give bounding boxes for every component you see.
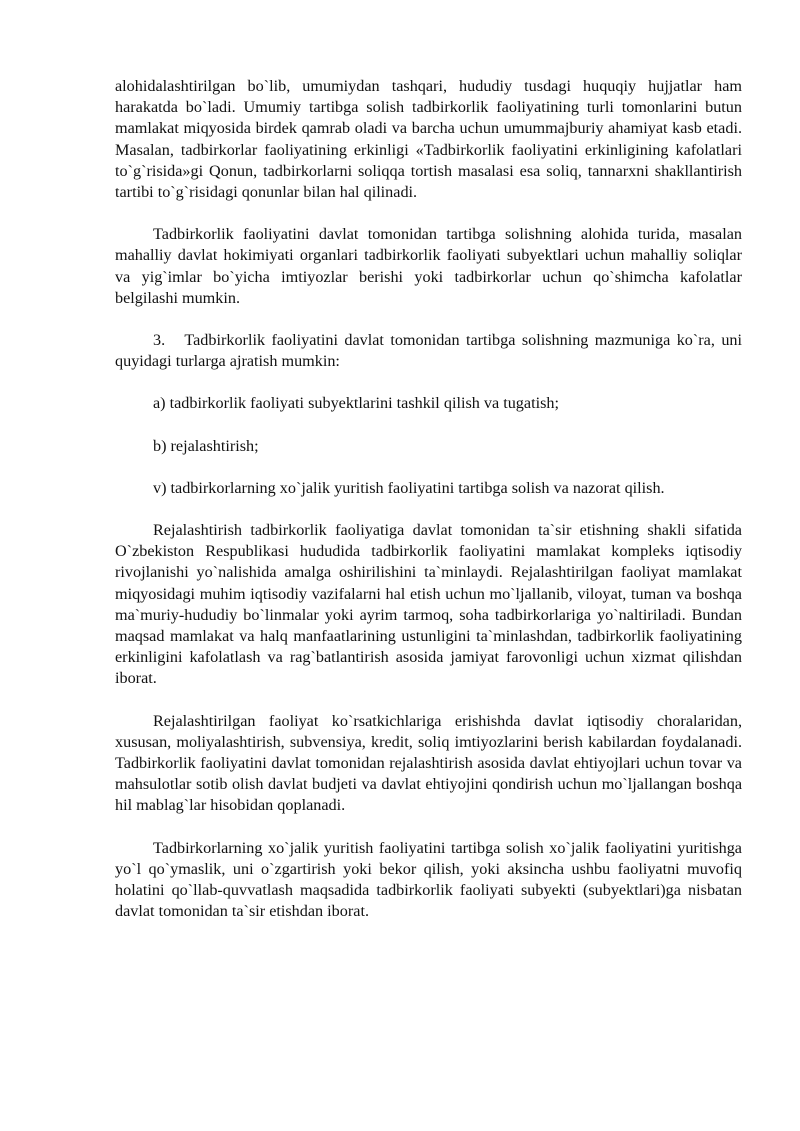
paragraph-local-regulation: Tadbirkorlik faoliyatini davlat tomonidan tartibga solishning alohida turida, masalan mahalliy davlat hokimiyati organlari tadbirkorlik faoliyati subyektlari uchun mahalliy soliqlar va yig`imlar bo`yicha imtiyozlar berishi yoki tadbirkorlar uchun qo`shimcha kafolatlar belgilashi mumkin. bbox=[115, 225, 742, 307]
list-item-a: a) tadbirkorlik faoliyati subyektlarini tashkil qilish va tugatish; bbox=[153, 394, 559, 413]
paragraph-economic-regulation: Tadbirkorlarning xo`jalik yuritish faoliyatini tartibga solish xo`jalik faoliyatini yuritishga yo`l qo`ymaslik, uni o`zgartirish yoki bekor qilish, yoki aksincha ushbu faoliyatni muvofiq holatini qo`llab-quvvatlash maqsadida tadbirkorlik faoliyati subyekti (subyektlari)ga nisbatan davlat tomonidan ta`sir etishdan iborat. bbox=[115, 838, 742, 921]
document-page bbox=[115, 76, 742, 923]
paragraph-section-3: 3. Tadbirkorlik faoliyatini davlat tomonidan tartibga solishning mazmuniga ko`ra, uni quyidagi turlarga ajratish mumkin: bbox=[115, 331, 742, 371]
paragraph-planned-activity: Rejalashtirilgan faoliyat ko`rsatkichlariga erishishda davlat iqtisodiy choralaridan, xususan, moliyalashtirish, subvensiya, kredit, soliq imtiyozlarini berish kabilardan foydalanadi. Tadbirkorlik faoliyatini davlat tomonidan rejalashtirish asosida davlat ehtiyojlari uchun tovar va mahsulotlar sotib olish davlat budjeti va davlat ehtiyojini qondirish uchun mo`ljallangan boshqa hil mablag`lar hisobidan qoplanadi. bbox=[115, 711, 742, 815]
list-item-v: v) tadbirkorlarning xo`jalik yuritish faoliyatini tartibga solish va nazorat qilish. bbox=[153, 478, 665, 497]
list-item-b: b) rejalashtirish; bbox=[153, 436, 259, 455]
paragraph-continuation: alohidalashtirilgan bo`lib, umumiydan tashqari, hududiy tusdagi huquqiy hujjatlar ham harakatda bo`ladi. Umumiy tartibga solish tadbirkorlik faoliyatining turli tomonlarini butun mamlakat miqyosida birdek qamrab oladi va barcha uchun umummajburiy ahamiyat kasb etadi. Masalan, tadbirkorlar faoliyatining erkinligi «Tadbirkorlik faoliyatini erkinligining kafolatlari to`g`risida»gi Qonun, tadbirkorlarni soliqqa tortish masalasi esa soliq, tannarxni shakllantirish tartibi to`g`risidagi qonunlar bilan hal qilinadi. bbox=[115, 77, 742, 202]
paragraph-planning: Rejalashtirish tadbirkorlik faoliyatiga davlat tomonidan ta`sir etishning shakli sifatida O`zbekiston Respublikasi hududida tadbirkorlik faoliyatini mamlakat kompleks iqtisodiy rivojlanishi yo`nalishida amalga oshirilishini ta`minlaydi. Rejalashtirilgan faoliyat mamlakat miqyosidagi muhim iqtisodiy vazifalarni hal etish uchun mo`ljallanib, viloyat, tuman va boshqa ma`muriy-hududiy bo`linmalar yoki ayrim tarmoq, soha tadbirkorlariga yo`naltiriladi. Bundan maqsad mamlakat va halq manfaatlarining ustunligini ta`minlashdan, tadbirkorlik faoliyatining erkinligini kafolatlash va rag`batlantirish asosida jamiyat farovonligi uchun xizmat qilishdan iborat. bbox=[115, 521, 742, 688]
